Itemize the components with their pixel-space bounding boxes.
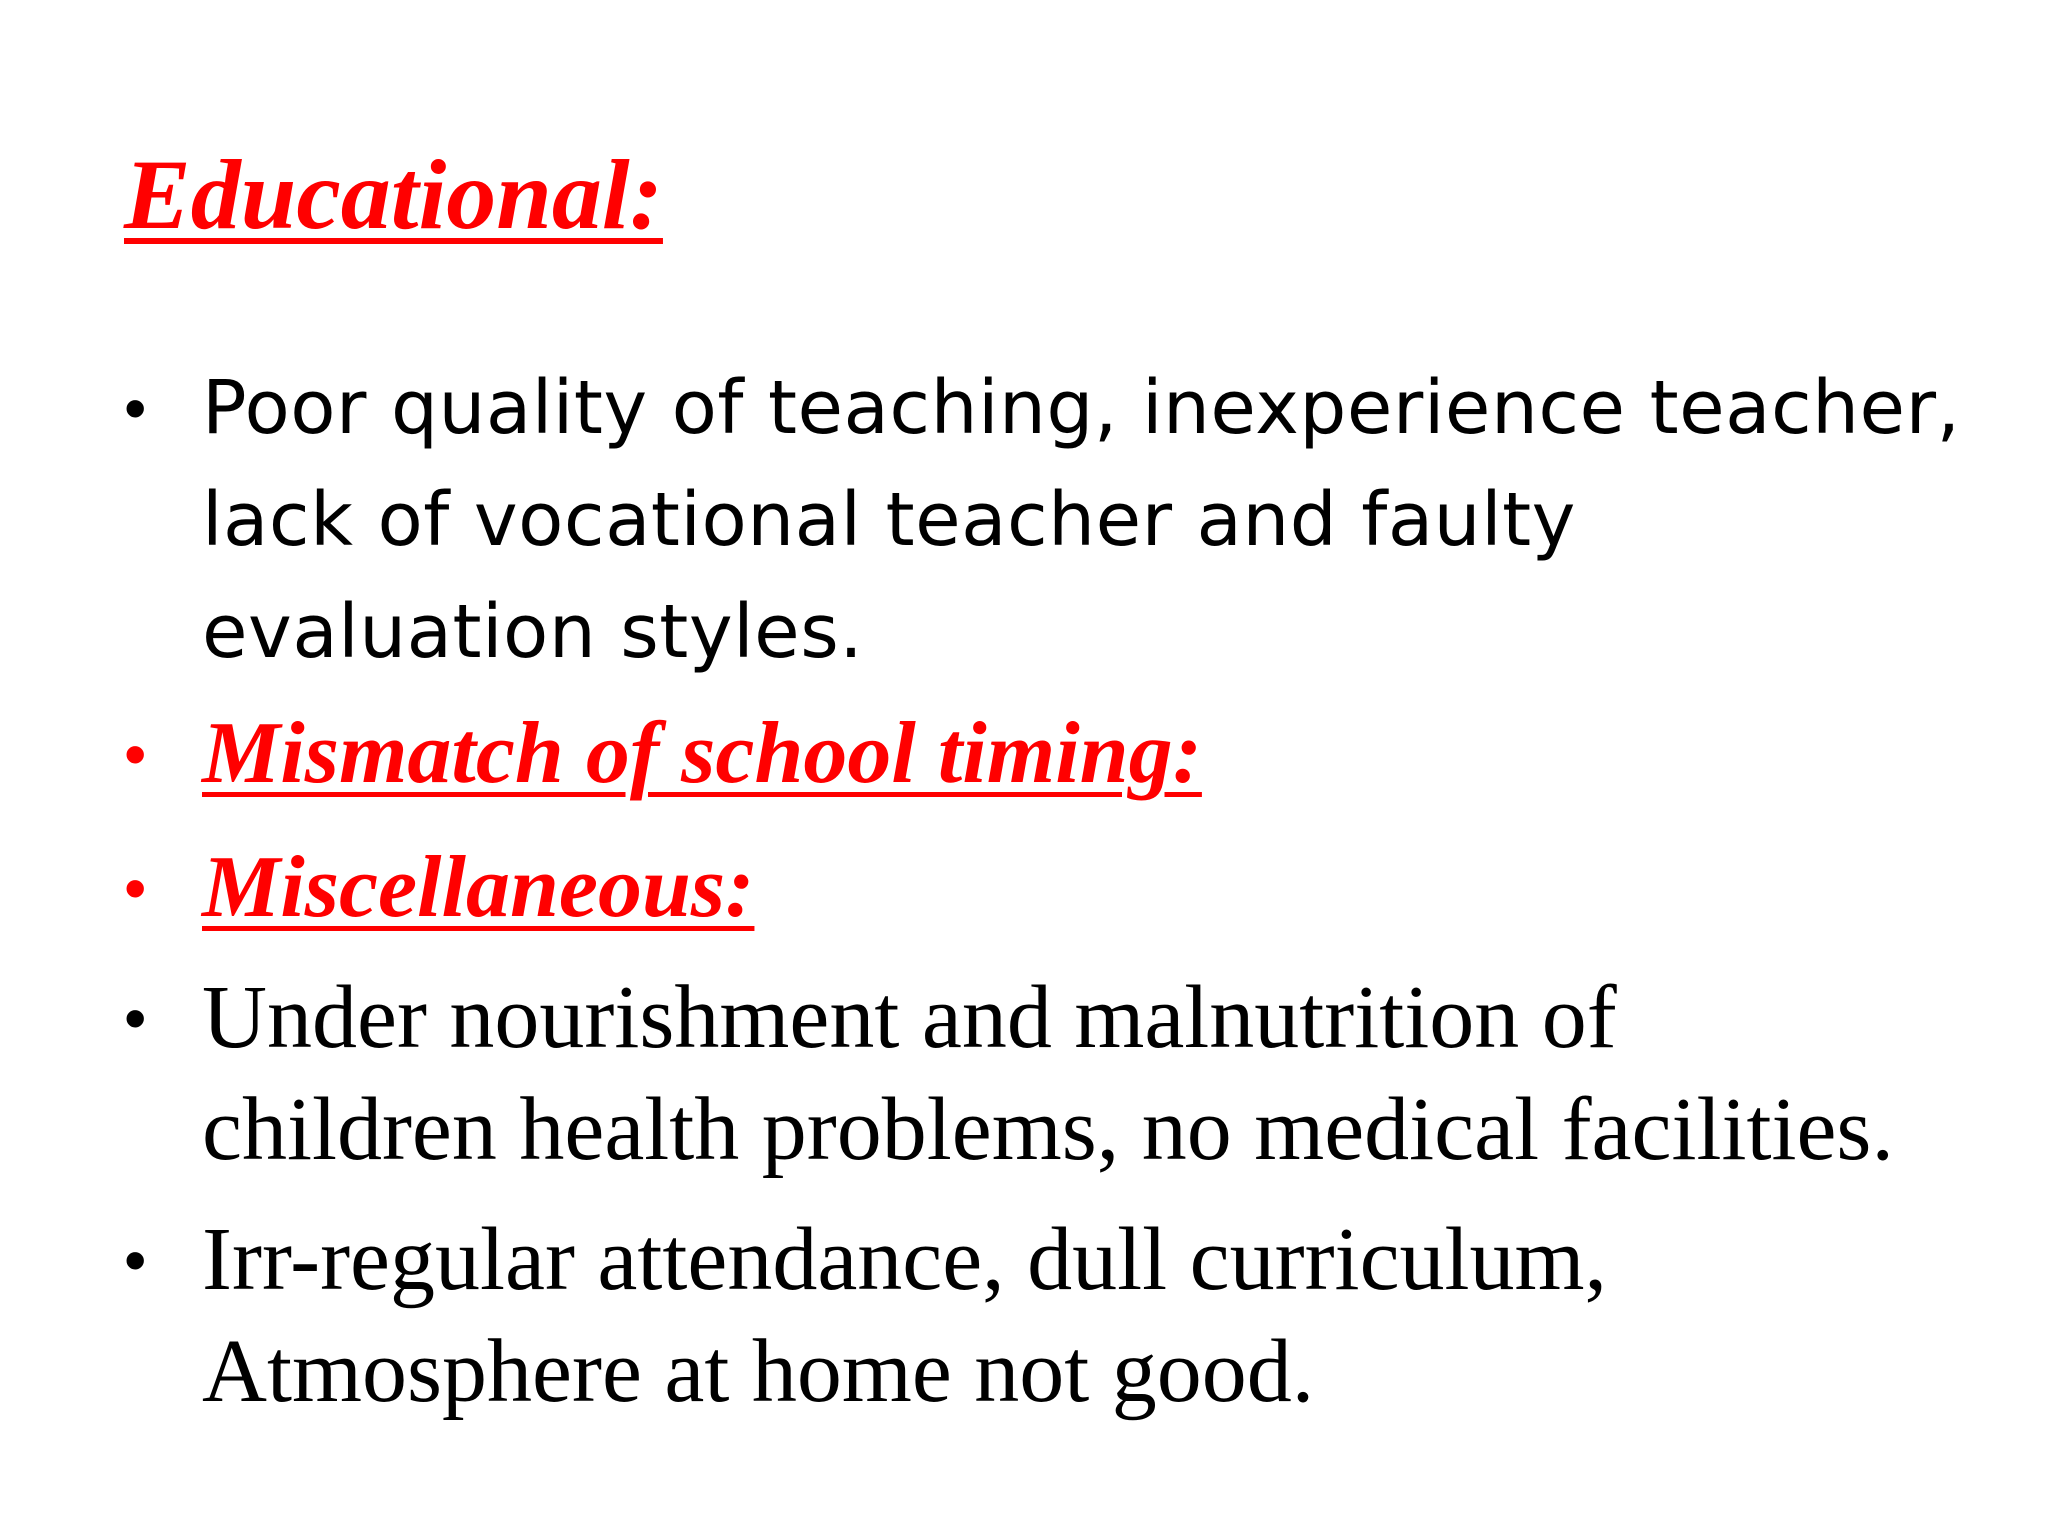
text-line: Miscellaneous: <box>202 839 755 936</box>
subheading <box>202 698 2002 810</box>
bullet-icon: • <box>124 982 147 1054</box>
subheading <box>202 832 2002 944</box>
text-line: lack of vocational teacher and faulty <box>202 477 1576 563</box>
list-item-text <box>202 352 2002 688</box>
text-line: evaluation styles. <box>202 589 864 675</box>
text-line: Mismatch of school timing: <box>202 705 1202 802</box>
list-item-text <box>202 1204 2002 1428</box>
bullet-icon: • <box>124 1224 147 1296</box>
text-line: Under nourishment and malnutrition of <box>202 968 1617 1067</box>
bullet-icon: • <box>124 718 147 790</box>
text-line: Irr-regular attendance, dull curriculum, <box>202 1210 1608 1309</box>
list-item-text <box>202 962 2002 1186</box>
bullet-icon: • <box>124 852 147 924</box>
text-line: Poor quality of teaching, inexperience teacher, <box>202 365 1961 451</box>
text-line: children health problems, no medical facilities. <box>202 1080 1894 1179</box>
bullet-icon: • <box>124 372 147 444</box>
text-line: Atmosphere at home not good. <box>202 1322 1315 1421</box>
slide-heading: Educational: <box>124 139 663 250</box>
